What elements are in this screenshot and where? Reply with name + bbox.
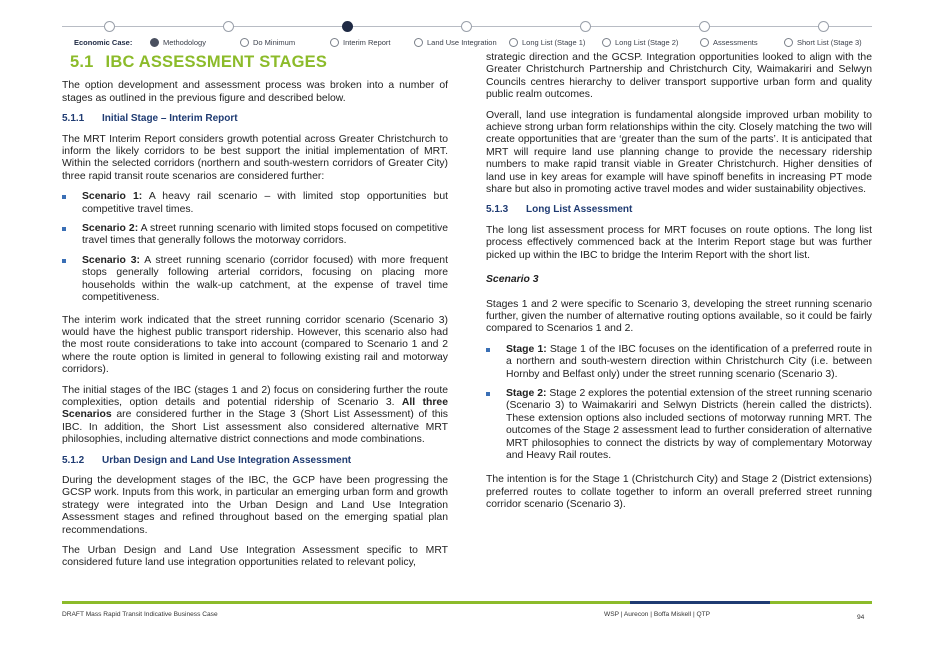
paragraph-5-1-2a: During the development stages of the IBC, the GCP have been progressing the GCSP work. Inputs from this work, in particular an emerging urban form and growth strategy were integrated into the Urban Design and Land Use Integration Assessment stages and refined throughout based on the emerging spatial plan recommendations. [62, 474, 448, 536]
list-item-label: Scenario 2: [82, 223, 139, 235]
subheading-number: 5.1.2 [62, 454, 85, 466]
list-item-text: A heavy rail scenario – with limited stop opportunities but competitive travel times. [82, 191, 448, 215]
step-label-text: Long List (Stage 1) [522, 38, 586, 47]
step-interim-report[interactable] [330, 38, 391, 47]
scenario-list [62, 191, 448, 304]
list-item [62, 223, 448, 248]
subheading-number: 5.1.1 [62, 113, 85, 125]
subheading-5-1-3 [486, 204, 872, 216]
list-item-label: Stage 2: [506, 387, 547, 399]
paragraph-overall: Overall, land use integration is fundamental alongside improved urban mobility to achieve strong urban form relationships within the city. Closely matching the two will create opportunities that are ‘greater than the sum of the parts’. It is anticipated that MRT will require land use planning change to provide the necessary ridership numbers to make rapid transit viable in Greater Christchurch. Higher densities of land use in key areas for example will have spinoff benefits in increasing PT mode share but also in promoting active travel modes and wider sustainability objectives. [486, 109, 872, 196]
progress-node-long-list-2[interactable] [699, 21, 710, 32]
step-short-list-stage-3[interactable] [784, 38, 862, 47]
bold-span: All three Scenarios [62, 396, 448, 421]
radio-icon [240, 38, 249, 47]
radio-selected-icon [150, 38, 159, 47]
scenario-3-heading: Scenario 3 [486, 274, 539, 286]
subheading-5-1-2 [62, 455, 448, 467]
list-item-text: A street running scenario with limited stops focused on competitive travel times that generally follows the motorway corridors. [82, 223, 448, 247]
step-assessments[interactable] [700, 38, 758, 47]
step-label-text: Long List (Stage 2) [615, 38, 679, 47]
intro-paragraph: The option development and assessment process was broken into a number of stages as outlined in the previous figure and described below. [62, 80, 448, 104]
paragraph-5-1-2b: The Urban Design and Land Use Integration Assessment specific to MRT considered future land use integration opportunities related to relevant policy, [62, 545, 448, 569]
radio-icon [700, 38, 709, 47]
list-item-text: A street running scenario (corridor focused) with more frequent stops generally following arterial corridors, focusing on placing more households within the walk-up catchment, at the expense of travel time competitiveness. [82, 254, 448, 304]
step-do-minimum[interactable] [240, 38, 295, 47]
section-heading [70, 53, 448, 71]
bullet-icon [486, 392, 490, 396]
step-label-text: Short List (Stage 3) [797, 38, 862, 47]
right-column [486, 52, 872, 520]
list-item-label: Scenario 1: [82, 191, 143, 203]
progress-node-interim-report[interactable] [342, 21, 353, 32]
paragraph-scenario-3: Stages 1 and 2 were specific to Scenario 3, developing the street running scenario further, given the number of alternative routing options available, so it could be fairly compared to Scenarios 1 and 2. [486, 298, 872, 335]
bullet-icon [486, 348, 490, 352]
subheading-title: Long List Assessment [526, 204, 633, 216]
progress-node-methodology[interactable] [104, 21, 115, 32]
section-number: 5.1 [70, 53, 94, 71]
bullet-icon [62, 227, 66, 231]
step-label-text: Do Minimum [253, 38, 296, 47]
footer-rule-accent [630, 601, 770, 604]
step-label-text: Land Use Integration [427, 38, 497, 47]
text-span: The initial stages of the IBC (stages 1 and 2) focus on considering further the route complexities, option details and potential ridership of Scenario 3. [62, 384, 448, 408]
subheading-title: Urban Design and Land Use Integration Assessment [102, 454, 352, 466]
paragraph-continued: strategic direction and the GCSP. Integration opportunities looked to align with the Greater Christchurch Partnership and Christchurch City, Waimakariri and Selwyn Councils centres hierarchy to deliver transport supportive urban form and quality public realm outcomes. [486, 52, 872, 101]
bullet-icon [62, 195, 66, 199]
step-label-text: Interim Report [343, 38, 391, 47]
progress-node-do-minimum[interactable] [223, 21, 234, 32]
progress-node-long-list-1[interactable] [580, 21, 591, 32]
page-number: 94 [857, 614, 865, 621]
stage-list [486, 344, 872, 463]
progress-node-land-use[interactable] [461, 21, 472, 32]
section-title: IBC ASSESSMENT STAGES [105, 53, 328, 71]
paragraph-interim: The interim work indicated that the street running corridor scenario (Scenario 3) would have the highest public transport ridership. However, this scenario also had the most route considerations to take into account (compared to Scenario 1 and 2 where the route option is limited in general to following existing rail and motorway corridors). [62, 314, 448, 376]
list-item [486, 344, 872, 381]
left-column [62, 53, 448, 578]
radio-icon [509, 38, 518, 47]
subheading-5-1-1 [62, 113, 448, 125]
radio-icon [414, 38, 423, 47]
progress-tracker [62, 18, 872, 54]
subheading-title: Initial Stage – Interim Report [102, 113, 238, 125]
footer-document-title: DRAFT Mass Rapid Transit Indicative Business Case [62, 611, 218, 618]
list-item-text: Stage 1 of the IBC focuses on the identification of a preferred route in a northern and south-western direction within Christchurch City (i.e. between Hornby and Belfast only) under the street running scenario (Scenario 3). [506, 343, 873, 380]
list-item [62, 191, 448, 216]
step-land-use-integration[interactable] [414, 38, 497, 47]
list-item-label: Stage 1: [506, 343, 547, 355]
step-label-text: Methodology [163, 38, 206, 47]
step-long-list-stage-1[interactable] [509, 38, 585, 47]
bullet-icon [62, 259, 66, 263]
list-item-text: Stage 2 explores the potential extension of the street running scenario (Scenario 3) to Waimakariri and Selwyn Districts (herein called the districts). These extension options also included sections of motorway running MRT. The outcomes of the Stage 2 assessment lead to further consideration of alternative MRT philosophies to connect the districts by way of complementary Motorway and Heavy Rail routes. [506, 387, 872, 461]
list-item [62, 255, 448, 305]
paragraph-5-1-1: The MRT Interim Report considers growth potential across Greater Christchurch to inform the likely corridors to be best support the initial implementation of MRT. Within the selected corridors (northern and south-western corridors of Greater City) three rapid transit route scenarios are considered further: [62, 133, 448, 182]
paragraph-initial-stages [62, 385, 448, 447]
radio-icon [602, 38, 611, 47]
list-item [486, 388, 872, 462]
step-long-list-stage-2[interactable] [602, 38, 678, 47]
footer-authors: WSP | Aurecon | Boffa Miskell | QTP [604, 611, 711, 618]
paragraph-intention: The intention is for the Stage 1 (Christchurch City) and Stage 2 (District extensions) preferred routes to collate together to inform an overall preferred street running corridor scenario (Scenario 3). [486, 474, 872, 511]
paragraph-5-1-3: The long list assessment process for MRT focuses on route options. The long list process effectively commenced back at the Interim Report stage but was further picked up within the IBC to bridge the Interim Report with the short list. [486, 224, 872, 261]
economic-case-label: Economic Case: [74, 38, 133, 47]
progress-node-assessments[interactable] [818, 21, 829, 32]
radio-icon [330, 38, 339, 47]
subheading-number: 5.1.3 [486, 204, 509, 216]
step-label-text: Assessments [713, 38, 758, 47]
step-methodology[interactable] [150, 38, 206, 47]
radio-icon [784, 38, 793, 47]
footer-rule [62, 601, 872, 604]
list-item-label: Scenario 3: [82, 254, 140, 266]
text-span: are considered further in the Stage 3 (Short List Assessment) of this IBC. In addition, the Short List assessment also considered alternative MRT philosophies, including alternative district connections and mode combinations. [62, 409, 448, 446]
step-labels [62, 38, 872, 52]
